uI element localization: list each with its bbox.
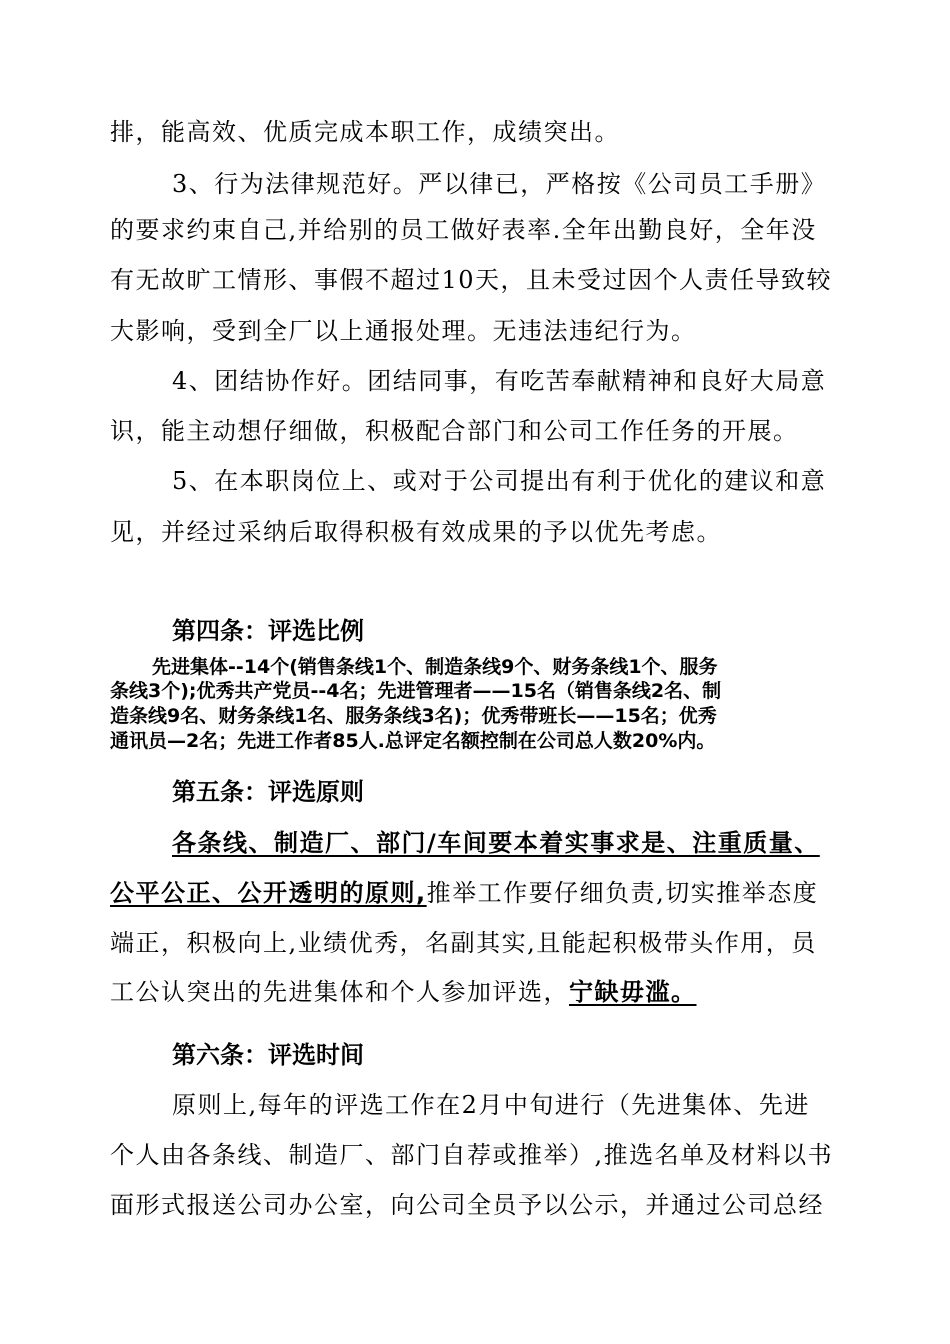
article4-line: 先进集体--14个(销售条线1个、制造条线9个、财务条线1个、服务	[152, 656, 718, 678]
article5-line	[110, 977, 830, 1007]
article6-heading: 第六条：评选时间	[172, 1041, 364, 1069]
item3-line: 有无故旷工情形、事假不超过10天，且未受过因个人责任导致较	[110, 266, 833, 294]
article4-line: 条线3个);优秀共产党员--4名；先进管理者——15名（销售条线2名、制	[110, 680, 722, 702]
article4-heading: 第四条：评选比例	[172, 617, 364, 645]
item3-line: 3、行为法律规范好。严以律已，严格按《公司员工手册》	[172, 170, 827, 198]
article6-line: 个人由各条线、制造厂、部门自荐或推举）,推选名单及材料以书	[110, 1141, 834, 1169]
item4-line: 识，能主动想仔细做，积极配合部门和公司工作任务的开展。	[110, 417, 799, 445]
article5-text: 工公认突出的先进集体和个人参加评选，	[110, 978, 569, 1006]
paragraph-line: 排，能高效、优质完成本职工作，成绩突出。	[110, 118, 620, 146]
item5-line: 5、在本职岗位上、或对于公司提出有利于优化的建议和意	[172, 467, 827, 495]
article6-line: 面形式报送公司办公室，向公司全员予以公示，并通过公司总经	[110, 1191, 824, 1219]
item3-line: 大影响，受到全厂以上通报处理。无违法违纪行为。	[110, 317, 697, 345]
item5-line: 见，并经过采纳后取得积极有效成果的予以优先考虑。	[110, 518, 722, 546]
article4-line: 造条线9名、财务条线1名、服务条线3名)；优秀带班长——15名；优秀	[110, 705, 717, 727]
article5-line	[110, 878, 830, 908]
article5-line: 端正，积极向上,业绩优秀，名副其实,且能起积极带头作用，员	[110, 929, 817, 957]
article5-underlined-text: 公平公正、公开透明的原则,	[110, 879, 427, 907]
article5-line: 各条线、制造厂、部门/车间要本着实事求是、注重质量、	[172, 829, 820, 857]
item4-line: 4、团结协作好。团结同事，有吃苦奉献精神和良好大局意	[172, 367, 827, 395]
article4-line: 通讯员—2名；先进工作者85人.总评定名额控制在公司总人数20%内。	[110, 730, 716, 752]
article6-line: 原则上,每年的评选工作在2月中旬进行（先进集体、先进	[172, 1091, 810, 1119]
article5-text: 推举工作要仔细负责,切实推举态度	[426, 879, 819, 907]
item3-line: 的要求约束自己,并给别的员工做好表率.全年出勤良好，全年没	[110, 216, 817, 244]
article5-underlined-text: 宁缺毋滥。	[569, 978, 697, 1006]
article5-heading: 第五条：评选原则	[172, 778, 364, 806]
